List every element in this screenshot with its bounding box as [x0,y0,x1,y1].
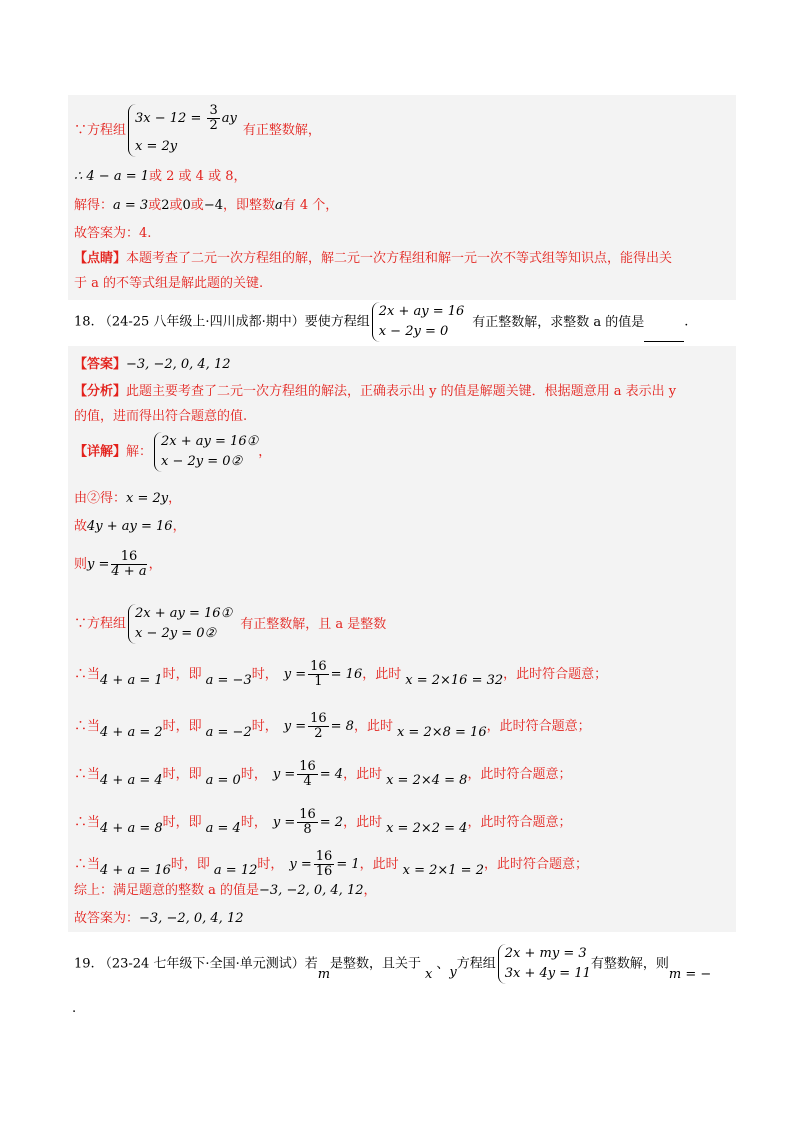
case-prefix: ∴当 [74,719,101,734]
case-end: ，此时符合题意； [483,857,588,872]
case-when: 时，即 [162,815,202,830]
sys-row1: 2x + my = 3 [504,946,587,961]
q18-analysis-line-1 [74,383,676,401]
hence-suffix: ， [172,519,186,534]
analysis-tag: 【分析】 [74,384,127,399]
case-y-value: = 16 [330,667,363,682]
hence-prefix: 故 [74,519,88,534]
question-source: （23-24 七年级下·全国·单元测试）若 [98,956,318,972]
case-x-value: x = 2×8 = 16 [396,725,487,740]
case-x-value: x = 2×16 = 32 [405,673,504,688]
q18-analysis-line-2: 的值，进而得出符合题意的值. [74,409,248,424]
sys-row2: x − 2y = 0② [161,454,243,469]
frac-num: 3 [209,103,218,118]
stem-suffix: 有正整数解，求整数 a 的值是 [472,314,645,330]
sys-row2: 3x + 4y = 11 [504,966,591,981]
q18-from2-line [74,490,181,508]
case-fraction [297,808,318,837]
case-y: y = [283,667,307,682]
case-condition: 4 + a = 4 [100,773,163,788]
since-equation-system [128,604,232,644]
frac-num: 16 [310,659,327,674]
case-y-value: = 8 [330,719,354,734]
from2-prefix: 由②得： [74,491,127,506]
case-a-value: a = 0 [205,773,241,788]
case-then: ，此时 [359,857,399,872]
point-text-1: 本题考查了二元一次方程组的解，解二元一次方程组和解一元一次不等式组等知识点，能得出关 [126,251,673,266]
q18-answer-line [74,356,231,374]
frac-den: 2 [314,726,323,741]
var-x: x [425,966,433,982]
q17-answer-line: 故答案为：4. [74,226,152,241]
summary-prefix: 综上：满足题意的整数 a 的值是 [74,883,260,898]
value-2: 2 [161,198,170,213]
case-prefix: ∴当 [74,815,101,830]
sys-row1: 2x + ay = 16① [135,606,233,621]
y-fraction [111,550,146,579]
from2-suffix: ， [168,491,182,506]
case-condition: 4 + a = 8 [100,821,163,836]
case-y-value: = 4 [319,767,344,782]
case-end: ，此时符合题意； [486,719,591,734]
case-when: 时，即 [170,857,210,872]
frac-den: 16 [315,864,333,879]
solve-prefix: 解得： [74,198,114,213]
summary-value: −3, −2, 0, 4, 12 [259,883,364,898]
stem-text-2: 方程组 [456,956,496,972]
case-then: ，此时 [353,719,393,734]
case-prefix: ∴当 [74,667,101,682]
q18-since-line [74,604,386,644]
case-when2: 时， [257,857,284,872]
final-prefix: 故答案为： [74,911,140,926]
since-label: ∵方程组 [74,123,127,138]
question-source: （24-25 八年级上·四川成都·期中）要使方程组 [98,314,370,330]
case-fraction [308,712,329,741]
case-when: 时，即 [162,667,202,682]
case-prefix: ∴当 [74,857,101,872]
sys-row1: 2x + ay = 16① [161,434,259,449]
then-prefix: 则 [74,557,88,572]
case-when2: 时， [251,667,278,682]
case-a-value: a = 4 [205,821,241,836]
case-y-value: = 2 [319,815,344,830]
case-prefix: ∴当 [74,767,101,782]
q17-since-line [74,104,321,157]
frac-den: 8 [303,822,312,837]
var-m: m [317,966,331,982]
q18-detail-line [74,432,271,472]
stem-tail: m = − [668,966,712,982]
analysis-text-1: 此题主要考查了二元一次方程组的解法，正确表示出 y 的值是解题关键．根据题意用 a 表示出 y [126,384,677,399]
stem-end: . [684,314,689,330]
q17-equation-system [128,104,237,157]
case-line [74,850,588,879]
frac-num: 16 [111,550,146,565]
frac-den: 4 [303,774,312,789]
frac-den: 2 [209,118,218,133]
case-x-value: x = 2×2 = 4 [386,821,468,836]
q17-therefore-line [74,168,247,186]
question-number: 18. [74,314,95,330]
sys-row1-left: 3x − 12 = [135,111,206,126]
case-x-value: x = 2×1 = 2 [402,863,484,878]
case-x-value: x = 2×4 = 8 [386,773,468,788]
detail-prefix: 解： [126,444,153,460]
q19-dot: . [72,1001,77,1016]
solve-math: a = 3 [113,198,149,213]
from2-math: x = 2y [126,491,169,506]
since-suffix: 有正整数解， [242,123,321,138]
case-end: ，此时符合题意； [467,767,572,782]
q19-stem [74,944,711,984]
solve-suffix-b: 有 4 个， [282,198,339,213]
sys-row2: x − 2y = 0 [378,324,449,339]
or-3: 或 [190,198,204,213]
frac-num: 16 [299,807,316,822]
case-fraction [308,660,329,689]
point-tag: 【点睛】 [74,251,127,266]
answer-tag: 【答案】 [74,357,127,372]
case-condition: 4 + a = 16 [100,863,171,878]
frac-num: 16 [310,711,327,726]
q18-hence-line [74,518,186,536]
case-condition: 4 + a = 1 [100,673,163,688]
q17-solve-line [74,197,338,215]
frac-num: 16 [299,759,316,774]
var-y: y [449,964,457,980]
case-end: ，此时符合题意； [503,667,608,682]
or-1: 或 [148,198,162,213]
answer-value: −3, −2, 0, 4, 12 [126,357,231,372]
q18-stem [74,302,688,342]
then-suffix: ， [148,557,162,572]
case-when2: 时， [251,719,278,734]
case-then: ，此时 [343,767,383,782]
case-when: 时，即 [162,767,202,782]
case-when2: 时， [240,815,267,830]
value-3: 0 [182,198,191,213]
var-a: a [275,198,283,213]
detail-sys-suffix: ， [258,444,272,460]
q18-summary-line [74,882,377,900]
q19-equation-system [498,944,591,984]
since-prefix: ∵方程组 [74,616,127,632]
case-end: ，此时符合题意； [467,815,572,830]
therefore-equation: ∴ 4 − a = 1 [74,169,150,184]
value-4: −4 [203,198,223,213]
case-when: 时，即 [162,719,202,734]
case-y-value: = 1 [336,857,360,872]
then-lhs: y = [87,557,110,572]
case-when2: 时， [240,767,267,782]
case-y: y = [272,815,296,830]
detail-tag: 【详解】 [74,444,127,460]
case-line [74,808,571,837]
case-line [74,760,571,789]
case-y: y = [283,719,307,734]
q18-equation-system [372,302,465,342]
since-suffix: 有正整数解，且 a 是整数 [240,616,387,632]
sys-row1: 2x + ay = 16 [378,304,465,319]
answer-blank [644,329,684,342]
sys-row2: x − 2y = 0② [135,626,217,641]
frac-den: 1 [314,674,323,689]
case-fraction [297,760,318,789]
question-number: 19. [74,956,95,972]
sys-row2: x = 2y [135,139,178,154]
frac-num: 16 [315,849,333,864]
q18-final-line [74,910,244,928]
summary-suffix: ， [363,883,377,898]
case-condition: 4 + a = 2 [100,725,163,740]
case-a-value: a = 12 [213,863,258,878]
case-a-value: a = −2 [205,725,252,740]
frac-den: 4 + a [111,564,147,579]
case-line [74,712,591,741]
case-y: y = [272,767,296,782]
case-line [74,660,607,689]
final-value: −3, −2, 0, 4, 12 [139,911,244,926]
case-fraction [314,850,335,879]
sys-row1-right: ay [221,111,237,126]
fraction-3-2 [207,104,219,133]
q17-point-line-2: 于 a 的不等式组是解此题的关键. [74,276,264,291]
detail-equation-system [154,432,258,472]
case-then: ，此时 [362,667,402,682]
case-then: ，此时 [343,815,383,830]
stem-text-1: 是整数，且关于 [330,956,422,972]
separator: 、 [436,956,450,972]
case-y: y = [289,857,312,872]
q18-then-line [74,550,162,579]
hence-math: 4y + ay = 16 [87,519,173,534]
solve-suffix-a: ，即整数 [222,198,275,213]
stem-text-3: 有整数解，则 [590,956,669,972]
case-a-value: a = −3 [205,673,252,688]
therefore-text: 或 2 或 4 或 8， [149,169,247,184]
q17-point-line-1 [74,250,672,268]
or-2: 或 [169,198,183,213]
